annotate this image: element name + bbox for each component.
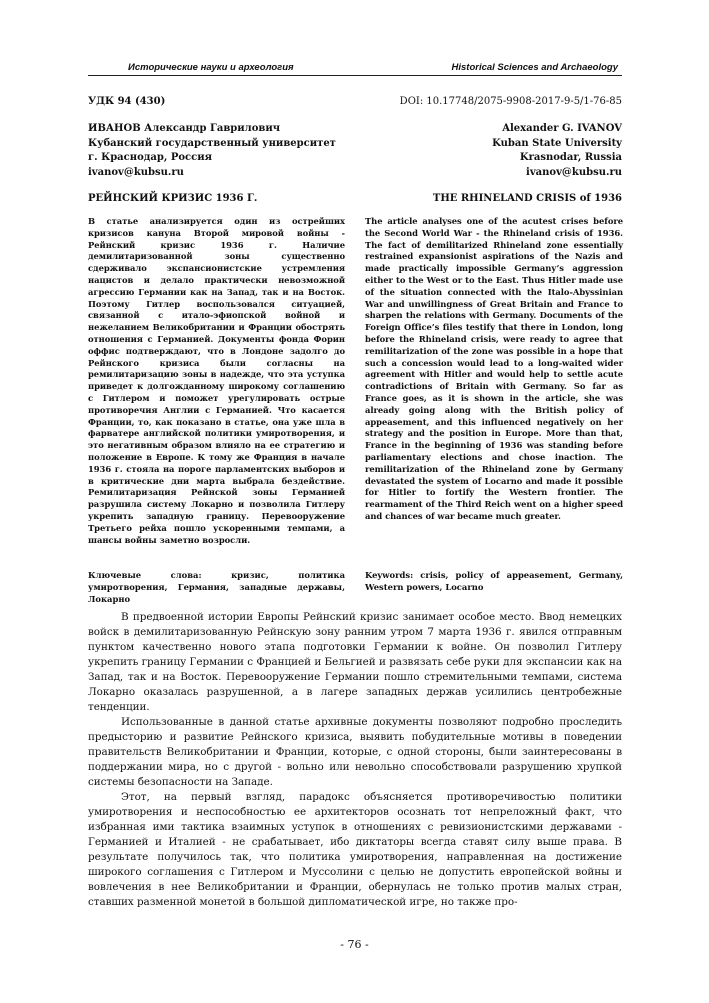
running-header	[88, 60, 622, 78]
page-number: - 76 -	[340, 938, 369, 951]
author-en-name: Alexander G. IVANOV	[502, 123, 622, 134]
author-ru-affiliation: Кубанский государственный университет	[88, 137, 336, 149]
keywords-ru: Ключевые слова: кризис, политика умиротворения, Германия, западные державы, Локарно	[88, 570, 345, 604]
body-paragraph: В предвоенной истории Европы Рейнский кризис занимает особое место. Ввод немецких войск в демилитаризованную Рейнскую зону ранним утром 7 марта 1936 г. явился отправным пунктом качественно нового этапа подготовки Германии к войне. Он позволил Гитлеру укрепить границу Германии с Францией и Бельгией и развязать себе руки для экспансии как на Запад, так и на Восток. Перевооружение Германии пошло стремительными темпами, система Локарно оказалась разрушенной, а в лагере западных держав усилились центробежные тенденции.	[88, 611, 622, 713]
author-block	[88, 122, 622, 178]
author-ru	[88, 122, 336, 180]
body-paragraph: Этот, на первый взгляд, парадокс объясняется противоречивостью политики умиротворения и неспособностью ее архитекторов осознать тот непреложный факт, что избранная ими тактика взаимных уступок в отношениях с ревизионистскими державами - Германией и Италией - не срабатывает, ибо диктаторы всегда ставят силу выше права. В результате получилось так, что политика умиротворения, направленная на достижение широкого соглашения с Гитлером и Муссолини с целью не допустить европейской войны и вовлечения в нее Великобритании и Франции, обернулась не только против малых стран, ставших разменной монетой в большой дипломатической игре, но также про-	[88, 791, 622, 908]
udc-code: УДК 94 (430)	[88, 96, 166, 107]
author-en	[492, 122, 622, 180]
abstract-ru: В статье анализируется один из острейших кризисов кануна Второй мировой войны - Рейнский кризис 1936 г. Наличие демилитаризованной зоны существенно сдерживало экспансионистские устремления нацистов и делало практически невозможной агрессию Германии как на Запад, так и на Восток. Поэтому Гитлер воспользовался ситуацией, связанной с итало-эфиопской войной и нежеланием Великобритании и Франции обострять отношения с Германией. Документы фонда Форин оффис подтверждают, что в Лондоне задолго до Рейнского кризиса были согласны на ремилитаризацию зоны в надежде, что эта уступка приведет к долгожданному широкому соглашению с Гитлером и поможет урегулировать острые противоречия Англии с Германией. Что касается Франции, то, как показано в статье, она уже шла в фарватере английской политики умиротворения, и это негативным образом влияло на ее стратегию и положение в Европе. К тому же Франция в начале 1936 г. стояла на пороге парламентских выборов и в критические дни марта выбрала бездействие. Ремилитаризация Рейнской зоны Германией разрушила систему Локарно и позволила Гитлеру укрепить западную границу. Перевооружение Третьего рейха пошло ускоренными темпами, а шансы войны заметно возросли.	[88, 216, 345, 545]
header-rule	[88, 75, 622, 76]
title-en: THE RHINELAND CRISIS of 1936	[432, 193, 622, 204]
author-ru-city: г. Краснодар, Россия	[88, 152, 213, 163]
body-paragraph: Использованные в данной статье архивные документы позволяют подробно проследить предысторию и развитие Рейнского кризиса, выявить побудительные мотивы в поведении правительств Великобритании и Франции, которые, с одной стороны, были заинтересованы в поддержании мира, но с другой - вольно или невольно способствовали разрушению хрупкой системы безопасности на Западе.	[88, 716, 622, 788]
title-ru: РЕЙНСКИЙ КРИЗИС 1936 Г.	[88, 193, 258, 204]
doi-link[interactable]: DOI: 10.17748/2075-9908-2017-9-5/1-76-85	[399, 96, 622, 107]
running-header-right: Historical Sciences and Archaeology	[451, 62, 618, 73]
author-en-city: Krasnodar, Russia	[519, 152, 622, 163]
author-en-email[interactable]: ivanov@kubsu.ru	[526, 166, 622, 178]
author-en-affiliation: Kuban State University	[492, 137, 622, 149]
keywords-en: Keywords: crisis, policy of appeasement, Germany, Western powers, Locarno	[365, 570, 623, 592]
author-ru-name: ИВАНОВ Александр Гаврилович	[88, 123, 281, 134]
article-body	[88, 610, 622, 910]
author-ru-email[interactable]: ivanov@kubsu.ru	[88, 166, 184, 178]
abstract-en: The article analyses one of the acutest crises before the Second World War - the Rhineland crisis of 1936. The fact of demilitarized Rhineland zone essentially restrained expansionist aspirations of the Nazis and made practically impossible Germany’s aggression either to the West or to the East. Thus Hitler made use of the situation connected with the Italo-Abyssinian War and unwillingness of Great Britain and France to sharpen the relations with Germany. Documents of the Foreign Office’s files testify that there in London, long before the Rhineland crisis, were ready to agree that remilitarization of the zone was possible in a hope that such a concession would lead to a long-waited wider agreement with Hitler and would help to settle acute contradictions of Britain with Germany. So far as France goes, as it is shown in the article, she was already going along with the British policy of appeasement, and this influenced negatively on her strategy and the position in Europe. More than that, France in the beginning of 1936 was standing before parliamentary elections and chose inaction. The remilitarization of the Rhineland zone by Germany devastated the system of Locarno and made it possible for Hitler to fortify the Western frontier. The rearmament of the Third Reich went on a higher speed and chances of war became much greater.	[365, 216, 623, 521]
running-header-left: Исторические науки и археология	[128, 62, 294, 73]
